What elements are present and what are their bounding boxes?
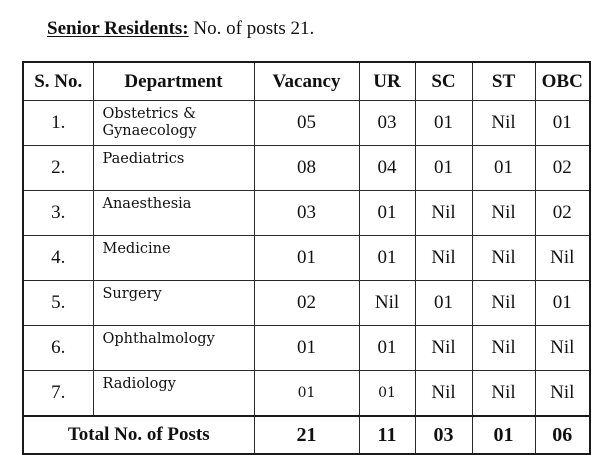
cell-obc: Nil [535,371,590,417]
cell-sc: Nil [415,191,472,236]
heading-label: Senior Residents: [47,18,189,39]
cell-st: 01 [472,146,535,191]
col-header-obc: OBC [535,62,590,101]
cell-department: Surgery [93,281,254,326]
cell-sc: Nil [415,236,472,281]
cell-department: Anaesthesia [93,191,254,236]
col-header-st: ST [472,62,535,101]
cell-ur: 03 [359,101,415,146]
cell-sc: 01 [415,146,472,191]
table-row [23,191,590,236]
cell-sno: 3. [23,191,93,236]
cell-st: Nil [472,191,535,236]
cell-sc: 01 [415,101,472,146]
cell-department: Radiology [93,371,254,417]
total-vacancy: 21 [254,416,359,454]
cell-vacancy: 03 [254,191,359,236]
cell-ur: 04 [359,146,415,191]
table-header-row [23,62,590,101]
cell-sc: Nil [415,371,472,417]
table-row [23,101,590,146]
cell-sc: Nil [415,326,472,371]
total-row [23,416,590,454]
cell-department: Ophthalmology [93,326,254,371]
cell-st: Nil [472,281,535,326]
cell-sno: 6. [23,326,93,371]
table-row [23,146,590,191]
table-row [23,326,590,371]
cell-ur: Nil [359,281,415,326]
cell-sno: 7. [23,371,93,417]
cell-sno: 5. [23,281,93,326]
table-row [23,281,590,326]
cell-obc: 02 [535,146,590,191]
col-header-vacancy: Vacancy [254,62,359,101]
cell-vacancy: 01 [254,236,359,281]
total-ur: 11 [359,416,415,454]
cell-st: Nil [472,101,535,146]
cell-vacancy: 05 [254,101,359,146]
cell-vacancy: 01 [254,326,359,371]
cell-st: Nil [472,236,535,281]
cell-obc: Nil [535,326,590,371]
cell-st: Nil [472,326,535,371]
col-header-sno: S. No. [23,62,93,101]
table-row [23,371,590,417]
cell-ur: 01 [359,191,415,236]
cell-obc: Nil [535,236,590,281]
cell-obc: 01 [535,281,590,326]
cell-sno: 2. [23,146,93,191]
col-header-sc: SC [415,62,472,101]
total-sc: 03 [415,416,472,454]
cell-sno: 4. [23,236,93,281]
cell-department: Medicine [93,236,254,281]
heading-text: No. of posts 21. [188,18,315,39]
cell-vacancy: 01 [254,371,359,417]
total-st: 01 [472,416,535,454]
cell-vacancy: 02 [254,281,359,326]
cell-obc: 01 [535,101,590,146]
cell-sno: 1. [23,101,93,146]
posts-table [22,61,591,455]
col-header-ur: UR [359,62,415,101]
cell-sc: 01 [415,281,472,326]
cell-department: Paediatrics [93,146,254,191]
section-heading [47,18,314,40]
cell-obc: 02 [535,191,590,236]
cell-ur: 01 [359,236,415,281]
col-header-department: Department [93,62,254,101]
table-row [23,236,590,281]
cell-st: Nil [472,371,535,417]
cell-vacancy: 08 [254,146,359,191]
cell-ur: 01 [359,371,415,417]
total-obc: 06 [535,416,590,454]
cell-department: Obstetrics & Gynaecology [93,101,254,146]
cell-ur: 01 [359,326,415,371]
total-label: Total No. of Posts [23,416,254,454]
